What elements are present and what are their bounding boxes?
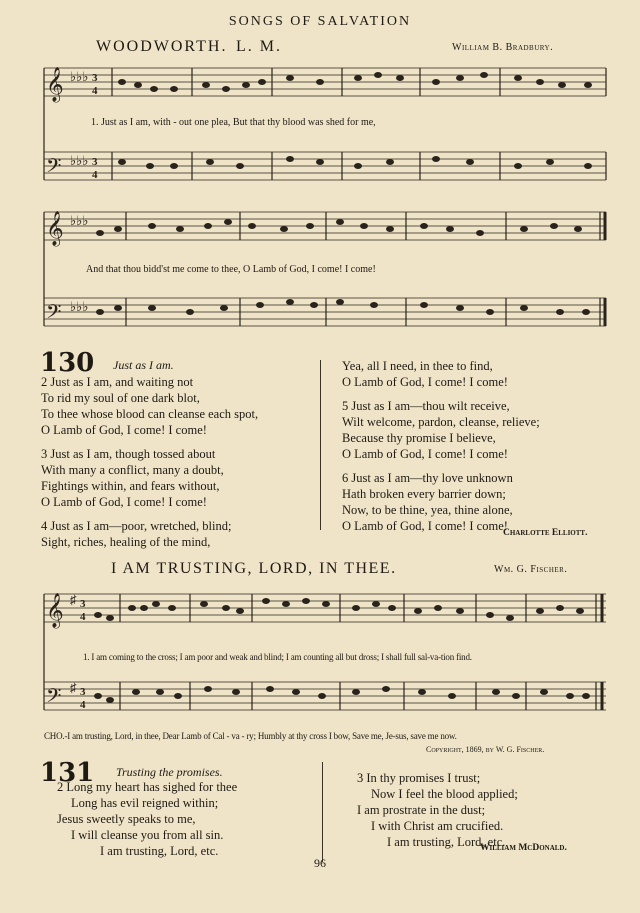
composer: Wm. G. Fischer. <box>494 564 568 575</box>
page-number: 96 <box>314 856 326 870</box>
verse-line: Yea, all I need, in thee to find, <box>342 359 493 373</box>
lyric-line: And that thou bidd'st me come to thee, O Lamb of God, I come! I come! <box>86 264 376 275</box>
svg-text:♭♭♭: ♭♭♭ <box>70 69 89 84</box>
svg-text:𝄞: 𝄞 <box>46 211 64 246</box>
verse-line: Long has evil reigned within; <box>71 796 219 810</box>
verse-line: O Lamb of God, I come! I come! <box>342 519 508 533</box>
lyric-line: CHO.-I am trusting, Lord, in thee, Dear Lamb of Cal - va - ry; Humbly at thy cross I bow, Save me, Je-sus, save me now. <box>44 731 457 741</box>
verse-line: I with Christ am crucified. <box>371 819 504 833</box>
verse-line: O Lamb of God, I come! I come! <box>342 375 508 389</box>
svg-text:♭♭♭: ♭♭♭ <box>70 299 89 314</box>
verse-line: With many a conflict, many a doubt, <box>41 463 224 477</box>
verse-line: Jesus sweetly speaks to me, <box>57 812 196 826</box>
verse-line: Sight, riches, healing of the mind, <box>41 535 211 549</box>
verse-line: To rid my soul of one dark blot, <box>41 391 200 405</box>
svg-text:𝄢: 𝄢 <box>46 300 62 328</box>
hymn-subtitle: Just as I am. <box>113 358 174 372</box>
verse-column-right <box>357 770 518 850</box>
verse-column-left <box>41 374 258 550</box>
verse-line: Because thy promise I believe, <box>342 431 496 445</box>
verse-line: Fightings within, and fears without, <box>41 479 220 493</box>
svg-text:𝄢: 𝄢 <box>46 154 62 182</box>
verse-line: 3 Just as I am, though tossed about <box>41 447 216 461</box>
hymn-number: 131 <box>40 758 95 788</box>
column-divider <box>320 360 321 530</box>
svg-text:4: 4 <box>92 169 98 181</box>
verse-line: Now I feel the blood applied; <box>371 787 518 801</box>
verse-line: I am trusting, Lord, etc. <box>387 835 506 849</box>
svg-text:3: 3 <box>80 598 86 610</box>
svg-text:♭♭♭: ♭♭♭ <box>70 213 89 228</box>
composer: William B. Bradbury. <box>452 42 554 53</box>
verse-column-right <box>342 358 540 534</box>
running-head: SONGS OF SALVATION <box>228 14 412 29</box>
verse-column-left <box>57 779 237 859</box>
verse-line: O Lamb of God, I come! I come! <box>342 447 508 461</box>
svg-text:4: 4 <box>92 85 98 97</box>
verse-line: I will cleanse you from all sin. <box>71 828 224 842</box>
svg-text:3: 3 <box>80 686 86 698</box>
verse-line: 3 In thy promises I trust; <box>357 771 481 785</box>
verse-line: Hath broken every barrier down; <box>342 487 506 501</box>
copyright-notice: Copyright, 1869, by W. G. Fischer. <box>426 745 545 754</box>
lyric-line: 1. I am coming to the cross; I am poor and weak and blind; I am counting all but dross; I shall full sal-va-tion find. <box>83 652 472 662</box>
svg-text:♭♭♭: ♭♭♭ <box>70 153 89 168</box>
verse-line: 5 Just as I am—thou wilt receive, <box>342 399 510 413</box>
verse-line: O Lamb of God, I come! I come! <box>41 423 207 437</box>
tune-name: WOODWORTH. <box>96 38 228 55</box>
lyric-line: 1. Just as I am, with - out one plea, But that thy blood was shed for me, <box>91 117 376 128</box>
verse-line: To thee whose blood can cleanse each spot, <box>41 407 259 421</box>
svg-text:4: 4 <box>80 699 86 711</box>
verse-line: 6 Just as I am—thy love unknown <box>342 471 513 485</box>
svg-text:𝄞: 𝄞 <box>46 593 64 628</box>
meter: L. M. <box>236 38 282 55</box>
column-divider <box>322 762 323 862</box>
verse-line: I am trusting, Lord, etc. <box>100 844 219 858</box>
hymn-subtitle: Trusting the promises. <box>116 765 223 779</box>
verse-line: I am prostrate in the dust; <box>357 803 486 817</box>
svg-text:𝄞: 𝄞 <box>46 67 64 102</box>
svg-text:3: 3 <box>92 156 98 168</box>
verse-line: Now, to be thine, yea, thine alone, <box>342 503 513 517</box>
svg-text:♯: ♯ <box>70 592 77 607</box>
svg-text:♯: ♯ <box>70 680 77 695</box>
verse-line: 2 Long my heart has sighed for thee <box>57 780 238 794</box>
verse-line: Wilt welcome, pardon, cleanse, relieve; <box>342 415 540 429</box>
hymn-number: 130 <box>40 348 95 378</box>
hymn-author: Charlotte Elliott. <box>503 528 588 538</box>
svg-text:𝄢: 𝄢 <box>46 684 62 712</box>
svg-text:4: 4 <box>80 611 86 623</box>
verse-line: 2 Just as I am, and waiting not <box>41 375 194 389</box>
hymn-author: William McDonald. <box>480 843 567 853</box>
svg-text:3: 3 <box>92 72 98 84</box>
verse-line: O Lamb of God, I come! I come! <box>41 495 207 509</box>
verse-line: 4 Just as I am—poor, wretched, blind; <box>41 519 232 533</box>
hymn-title: I AM TRUSTING, LORD, IN THEE. <box>111 560 397 577</box>
